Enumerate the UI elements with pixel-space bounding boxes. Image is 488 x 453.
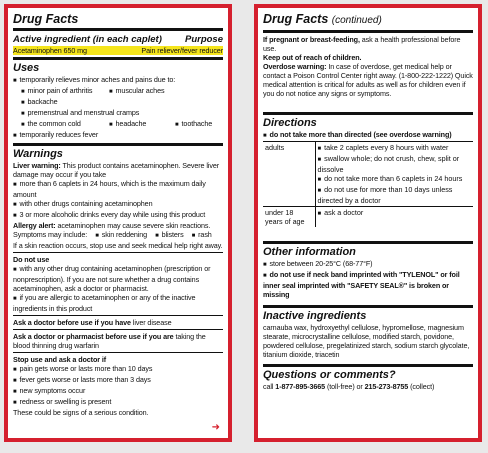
overdose-heading: Overdose warning:	[263, 62, 327, 71]
drug-facts-panel-right	[254, 4, 482, 442]
liver-warning-heading: Liver warning:	[13, 161, 61, 170]
table-row	[263, 207, 473, 228]
divider	[263, 112, 473, 115]
stop-use-bullet: ■ redness or swelling is present	[13, 397, 223, 408]
seal-warning: ■ do not use if neck band imprinted with "TYLENOL" or foil inner seal imprinted with "SAFETY SEAL®" is broken or missing	[263, 270, 473, 299]
divider	[13, 57, 223, 60]
divider	[13, 329, 223, 330]
allergy-after-text: If a skin reaction occurs, stop use and seek medical help right away.	[13, 241, 223, 250]
use-item: ■ minor pain of arthritis	[21, 86, 101, 97]
uses-list	[13, 86, 223, 130]
overdose-text: In case of overdose, get medical help or contact a Poison Control Center right away. (1-800-222-1222) Quick medical attention is critical for adults as well as for children even if you do not notice any signs or symptoms.	[263, 62, 473, 98]
direction-item: ■ do not take more than 6 caplets in 24 hours	[318, 174, 472, 185]
symptom-item: ■ blisters	[155, 230, 184, 241]
call-label: call	[263, 382, 274, 391]
contact-line	[263, 382, 473, 391]
symptom-item: ■ skin reddening	[95, 230, 147, 241]
divider	[263, 364, 473, 367]
divider	[13, 143, 223, 146]
symptom-item: ■ rash	[192, 230, 212, 241]
stop-use-bullet: ■ fever gets worse or lasts more than 3 days	[13, 375, 223, 386]
symptoms-intro: Symptoms may include:	[13, 230, 88, 239]
do-not-use-bullet: ■ if you are allergic to acetaminophen or any of the inactive ingredients in this product	[13, 293, 223, 313]
divider	[13, 252, 223, 253]
directions-warning: ■ do not take more than directed (see overdose warning)	[263, 130, 473, 141]
other-info-title: Other information	[263, 246, 356, 258]
stop-use-bullet: ■ new symptoms occur	[13, 386, 223, 397]
stop-use-note: These could be signs of a serious condition.	[13, 408, 149, 417]
stop-use-bullet: ■ pain gets worse or lasts more than 10 days	[13, 364, 223, 375]
allergy-alert-text: acetaminophen may cause severe skin reactions.	[57, 221, 211, 230]
divider	[13, 28, 223, 31]
use-item: ■ headache	[109, 119, 167, 130]
uses-title: Uses	[13, 62, 40, 74]
divider	[263, 30, 473, 33]
pregnant-text: ask a health professional before use.	[263, 35, 461, 53]
ask-pharmacist-text: taking the blood thinning drug warfarin	[13, 332, 206, 350]
divider	[263, 305, 473, 308]
divider	[13, 352, 223, 353]
directions-table	[263, 141, 473, 227]
ask-pharmacist-heading: Ask a doctor or pharmacist before use if you are	[13, 332, 174, 341]
phone-tollfree-note: (toll-free) or	[326, 382, 363, 391]
allergy-alert-heading: Allergy alert:	[13, 221, 56, 230]
phone-collect-note: (collect)	[410, 382, 435, 391]
purpose-label: Purpose	[184, 34, 223, 45]
divider	[13, 315, 223, 316]
active-ingredient-text: Acetaminophen 650 mg	[13, 46, 87, 55]
phone-collect: 215-273-8755	[364, 382, 409, 391]
liver-bullet: ■ 3 or more alcoholic drinks every day while using this product	[13, 210, 223, 221]
table-row	[263, 142, 473, 207]
panel-title: Drug Facts	[263, 12, 329, 26]
other-info-bullet: ■ store between 20-25°C (68-77°F)	[263, 259, 473, 270]
uses-intro: ■ temporarily relieves minor aches and pains due to:	[13, 75, 223, 86]
do-not-use-title: Do not use	[13, 255, 50, 264]
use-item: ■ backache	[21, 97, 101, 108]
liver-bullet: ■ more than 6 caplets in 24 hours, which is the maximum daily amount	[13, 179, 223, 199]
liver-bullet: ■ with other drugs containing acetaminophen	[13, 199, 223, 210]
panel-title: Drug Facts	[13, 12, 79, 26]
under18-label: under 18 years of age	[263, 207, 315, 228]
ask-doctor-heading: Ask a doctor before use if you have	[13, 318, 131, 327]
pregnant-heading: If pregnant or breast-feeding,	[263, 35, 360, 44]
under18-directions	[315, 207, 473, 228]
questions-title: Questions or comments?	[263, 369, 396, 381]
uses-fever: ■ temporarily reduces fever	[13, 130, 223, 141]
use-item: ■ premenstrual and menstrual cramps	[21, 108, 139, 119]
active-ingredient-row	[13, 46, 223, 55]
warnings-title: Warnings	[13, 148, 63, 160]
adults-label: adults	[263, 142, 315, 207]
symptoms-row	[13, 230, 223, 241]
direction-item: ■ swallow whole; do not crush, chew, split or dissolve	[318, 154, 472, 174]
adults-directions	[315, 142, 473, 207]
use-item: ■ toothache	[175, 119, 212, 130]
direction-item: ■ take 2 caplets every 8 hours with water	[318, 143, 472, 154]
direction-item: ■ do not use for more than 10 days unless directed by a doctor	[318, 185, 472, 205]
liver-warning-text: This product contains acetaminophen. Severe liver damage may occur if you take	[13, 161, 220, 179]
use-item: ■ the common cold	[21, 119, 101, 130]
active-ingredient-purpose: Pain reliever/fever reducer	[141, 46, 223, 55]
divider	[263, 241, 473, 244]
stop-use-title: Stop use and ask a doctor if	[13, 355, 107, 364]
drug-facts-panel-left	[4, 4, 232, 442]
do-not-use-bullet: ■ with any other drug containing acetaminophen (prescription or nonprescription). If you are not sure whether a drug contains acetaminophen, ask a doctor or pharmacist.	[13, 264, 223, 293]
direction-item: ■ ask a doctor	[318, 208, 472, 219]
inactive-text: carnauba wax, hydroxyethyl cellulose, hypromellose, magnesium stearate, microcrystalline cellulose, modified starch, povidone, powdered cellulose, pregelatinized starch, sodium starch glycolate, titanium dioxide, triacetin	[263, 323, 470, 359]
use-item: ■ muscular aches	[109, 86, 164, 97]
phone-tollfree: 1-877-895-3665	[275, 382, 326, 391]
ask-doctor-text: liver disease	[132, 318, 172, 327]
panel-title-continued: (continued)	[331, 15, 382, 26]
active-ingredient-label: Active ingredient (in each caplet)	[13, 34, 162, 45]
inactive-title: Inactive ingredients	[263, 310, 367, 322]
directions-title: Directions	[263, 117, 317, 129]
keep-out-text: Keep out of reach of children.	[263, 53, 362, 62]
arrow-right-icon: ➜	[211, 422, 220, 433]
